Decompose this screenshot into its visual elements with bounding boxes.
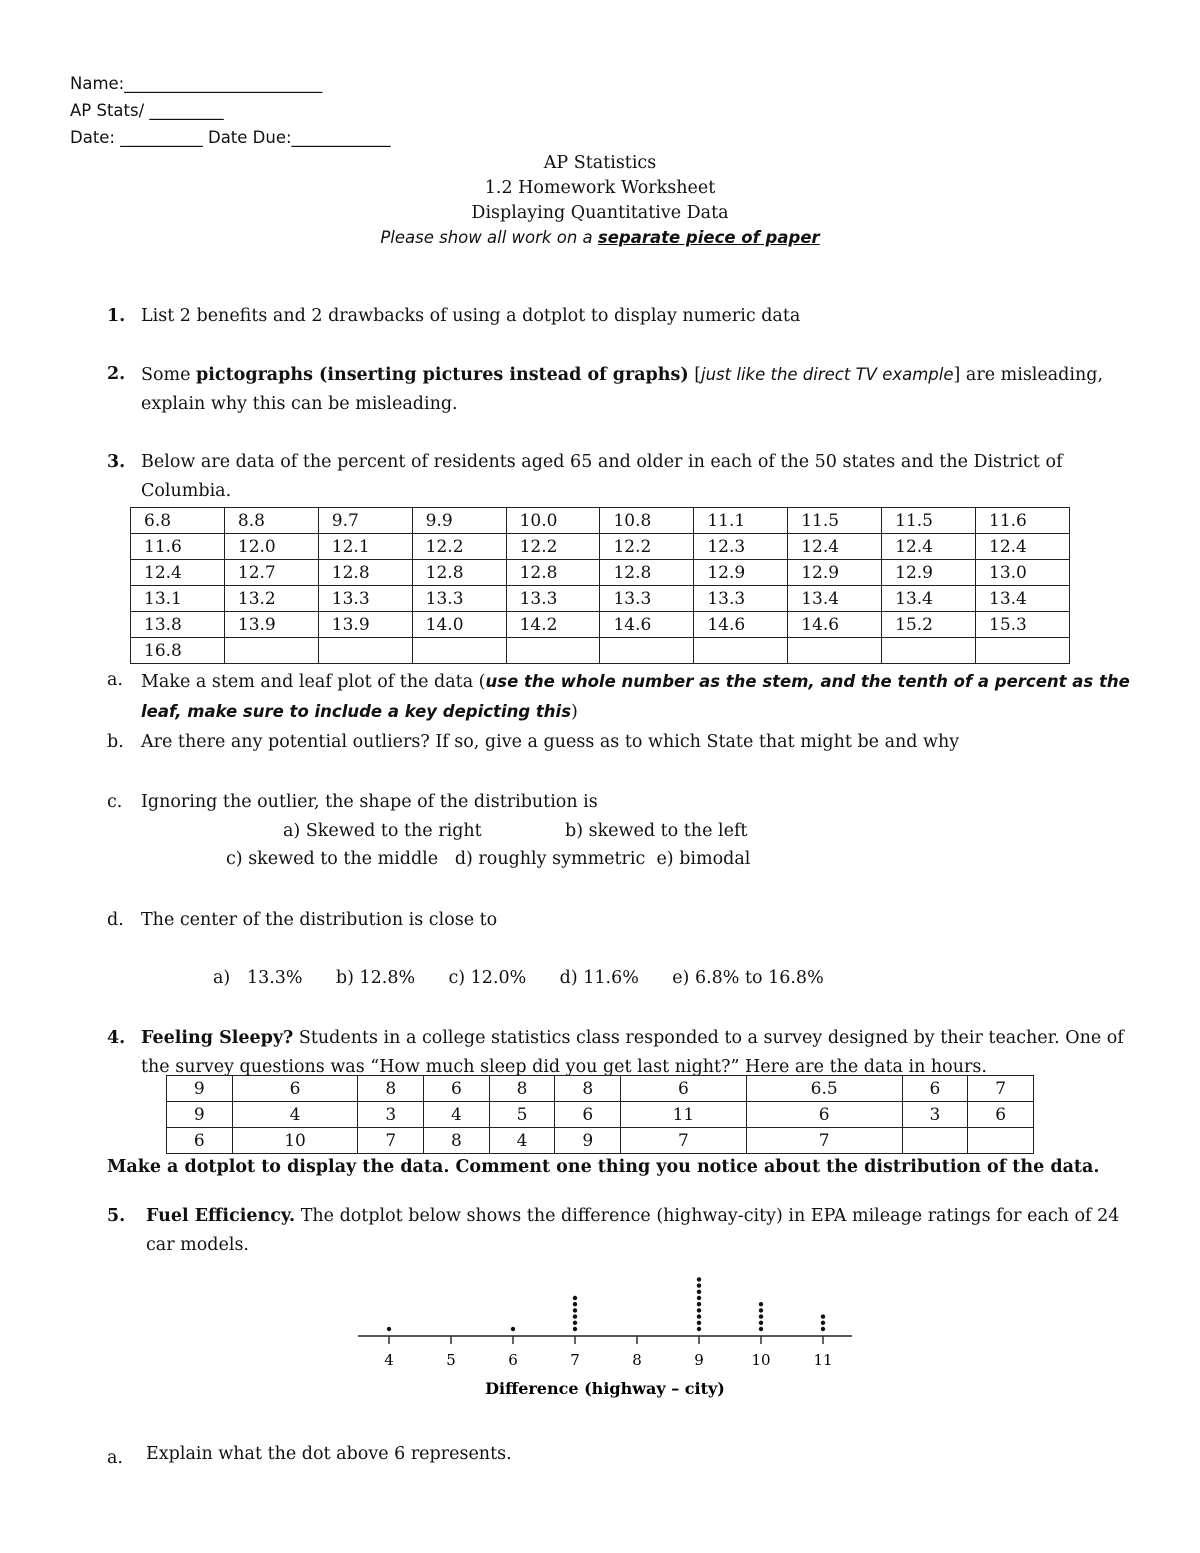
table-cell [600,638,694,664]
dot-mark [821,1314,825,1318]
table-cell: 8 [358,1076,424,1102]
q2-number: 2. [107,364,126,384]
x-tick-label: 6 [508,1351,518,1369]
work-note [0,228,1200,248]
table-cell: 8 [424,1128,490,1154]
table-cell: 12.4 [788,534,882,560]
elderly-percent-table [130,507,1070,664]
q3a-t1: Make a stem and leaf plot of the data ( [141,672,486,692]
q3c-label: c. [107,792,123,812]
table-cell: 12.8 [412,560,506,586]
table-cell: 12.2 [600,534,694,560]
dot-mark [697,1314,701,1318]
table-cell: 12.3 [694,534,788,560]
table-cell: 10 [232,1128,358,1154]
table-cell: 9 [555,1128,621,1154]
q3b-label: b. [107,732,124,752]
q3c-option-b: b) skewed to the left [565,821,748,841]
topic-title: Displaying Quantitative Data [471,203,729,223]
dot-mark [697,1290,701,1294]
table-cell: 13.9 [318,612,412,638]
x-tick-label: 4 [384,1351,394,1369]
x-tick-label: 8 [632,1351,642,1369]
q3b-text: Are there any potential outliers? If so, give a guess as to which State that might be and why [141,732,960,752]
table-cell: 9 [167,1076,233,1102]
dot-mark [759,1327,763,1331]
q3c-options-line2: c) skewed to the middle d) roughly symmetric e) bimodal [226,849,751,869]
q4-number: 4. [107,1028,126,1048]
q3a-bold-italic: use the whole number as the stem, and the tenth of a percent as the leaf, make sure to include a key depicting this [141,672,1130,721]
fuel-efficiency-dotplot [340,1250,870,1410]
table-cell: 16.8 [131,638,225,664]
table-cell: 6 [167,1128,233,1154]
dot-mark [821,1321,825,1325]
table-cell: 13.3 [412,586,506,612]
table-cell: 4 [232,1102,358,1128]
table-cell: 6.8 [131,508,225,534]
table-cell: 4 [489,1128,555,1154]
table-cell: 13.4 [882,586,976,612]
table-cell [788,638,882,664]
table-cell: 13.3 [318,586,412,612]
table-cell [506,638,600,664]
dot-mark [697,1308,701,1312]
table-cell: 14.6 [600,612,694,638]
table-cell: 12.9 [694,560,788,586]
q5-bold: Fuel Efficiency. [146,1206,296,1226]
table-cell: 6 [232,1076,358,1102]
x-axis-ticks [384,1336,832,1369]
q5-number: 5. [107,1206,126,1226]
table-row [131,638,1070,664]
table-cell: 13.3 [694,586,788,612]
table-cell: 7 [968,1076,1034,1102]
dot-mark [759,1302,763,1306]
q5a-text: Explain what the dot above 6 represents. [146,1444,512,1464]
q1-text: List 2 benefits and 2 drawbacks of using a dotplot to display numeric data [141,306,801,326]
table-cell: 6.5 [746,1076,902,1102]
dot-mark [573,1327,577,1331]
table-row [131,534,1070,560]
table-cell: 13.3 [600,586,694,612]
dot-mark [821,1327,825,1331]
table-row [131,586,1070,612]
dot-mark [511,1327,515,1331]
table-cell: 14.6 [694,612,788,638]
table-cell: 13.0 [976,560,1070,586]
table-cell: 13.4 [976,586,1070,612]
q3a-label: a. [107,670,123,690]
table-cell: 3 [902,1102,968,1128]
table-cell: 3 [358,1102,424,1128]
table-cell: 12.2 [412,534,506,560]
dot-mark [573,1314,577,1318]
table-row [131,508,1070,534]
q3a-text [141,667,1131,727]
table-cell: 12.9 [882,560,976,586]
table-cell: 5 [489,1102,555,1128]
table-row [167,1128,1034,1154]
table-cell: 11.5 [788,508,882,534]
q3d-text: The center of the distribution is close to [141,910,498,930]
q4-text [141,1024,1131,1082]
table-cell: 6 [555,1102,621,1128]
table-cell: 6 [746,1102,902,1128]
table-cell: 12.0 [224,534,318,560]
dot-mark [573,1302,577,1306]
table-cell [902,1128,968,1154]
dot-mark [573,1296,577,1300]
table-cell: 15.2 [882,612,976,638]
table-cell: 15.3 [976,612,1070,638]
date-field: Date: __________ Date Due:____________ [70,128,391,147]
q4-body: Students in a college statistics class responded to a survey designed by their teacher. One of the survey questions was “How much sleep did you get last night?” Here are the data in hours. [141,1028,1124,1077]
dot-mark [697,1277,701,1281]
table-cell: 11.5 [882,508,976,534]
table-cell: 6 [968,1102,1034,1128]
x-tick-label: 11 [813,1351,833,1369]
table-cell: 7 [358,1128,424,1154]
dot-mark [387,1327,391,1331]
table-cell: 12.1 [318,534,412,560]
table-cell: 12.9 [788,560,882,586]
table-cell [882,638,976,664]
table-cell: 9.7 [318,508,412,534]
table-cell: 8.8 [224,508,318,534]
table-cell: 9.9 [412,508,506,534]
table-row [167,1102,1034,1128]
q4-bold: Feeling Sleepy? [141,1028,294,1048]
worksheet-title: 1.2 Homework Worksheet [484,178,716,198]
q3a-t2: ) [571,702,578,722]
q1-number: 1. [107,306,126,326]
dot-mark [759,1308,763,1312]
table-cell: 8 [489,1076,555,1102]
x-tick-label: 5 [446,1351,456,1369]
q2-italic: just like the direct TV example [701,365,954,384]
q4-instruction: Make a dotplot to display the data. Comment one thing you notice about the distribution of the data. [107,1157,1100,1177]
table-cell: 6 [424,1076,490,1102]
table-cell: 6 [902,1076,968,1102]
table-cell: 13.1 [131,586,225,612]
table-cell [318,638,412,664]
sleep-hours-table [166,1075,1034,1154]
q3-number: 3. [107,452,126,472]
table-cell: 13.4 [788,586,882,612]
q5-body: The dotplot below shows the difference (highway-city) in EPA mileage ratings for each of 24 car models. [146,1206,1120,1255]
table-cell [968,1128,1034,1154]
table-cell: 13.2 [224,586,318,612]
table-cell: 12.2 [506,534,600,560]
q3c-text: Ignoring the outlier, the shape of the distribution is [141,792,598,812]
table-cell: 12.8 [318,560,412,586]
table-cell: 12.8 [506,560,600,586]
q2-bold: pictographs (inserting pictures instead of graphs) [196,365,689,385]
table-cell: 11.1 [694,508,788,534]
table-cell: 10.0 [506,508,600,534]
work-note-underlined: separate piece of paper [597,228,820,247]
dot-marks [387,1277,825,1331]
table-cell: 13.3 [506,586,600,612]
dot-mark [759,1314,763,1318]
table-cell: 11.6 [131,534,225,560]
q2-t3: ] are misleading, explain why this can be misleading. [141,365,1104,414]
q5a-label: a. [107,1448,123,1468]
q3d-options: a) 13.3% b) 12.8% c) 12.0% d) 11.6% e) 6.8% to 16.8% [213,968,824,988]
table-row [131,612,1070,638]
table-cell: 9 [167,1102,233,1128]
table-cell: 14.2 [506,612,600,638]
x-axis-label: Difference (highway – city) [485,1379,725,1398]
q2-text [141,360,1131,419]
table-cell: 13.8 [131,612,225,638]
table-cell [224,638,318,664]
table-cell: 14.0 [412,612,506,638]
q3-text: Below are data of the percent of residents aged 65 and older in each of the 50 states and the District of Columbia. [141,452,1063,501]
dot-mark [697,1283,701,1287]
dot-mark [697,1321,701,1325]
table-cell [412,638,506,664]
dot-mark [573,1321,577,1325]
dot-mark [697,1327,701,1331]
table-cell: 8 [555,1076,621,1102]
table-cell: 11.6 [976,508,1070,534]
table-cell: 12.4 [882,534,976,560]
dot-mark [697,1302,701,1306]
table-row [167,1076,1034,1102]
table-cell [976,638,1070,664]
dot-mark [573,1308,577,1312]
table-cell: 13.9 [224,612,318,638]
q2-t2: [ [688,365,702,385]
table-cell: 14.6 [788,612,882,638]
table-cell: 12.4 [131,560,225,586]
class-field: AP Stats/ _________ [70,101,224,120]
table-cell: 12.7 [224,560,318,586]
name-field: Name:________________________ [70,74,323,93]
table-cell: 12.4 [976,534,1070,560]
course-title: AP Statistics [543,153,657,173]
q2-t1: Some [141,365,197,385]
x-tick-label: 7 [570,1351,580,1369]
table-cell [694,638,788,664]
table-row [131,560,1070,586]
table-cell: 7 [746,1128,902,1154]
table-cell: 7 [621,1128,747,1154]
dot-mark [759,1321,763,1325]
table-cell: 4 [424,1102,490,1128]
x-tick-label: 10 [751,1351,771,1369]
table-cell: 10.8 [600,508,694,534]
q3d-label: d. [107,910,124,930]
dot-mark [697,1296,701,1300]
x-tick-label: 9 [694,1351,704,1369]
work-note-prefix: Please show all work on a [380,228,598,247]
table-cell: 11 [621,1102,747,1128]
table-cell: 6 [621,1076,747,1102]
table-cell: 12.8 [600,560,694,586]
q3c-option-a: a) Skewed to the right [283,821,482,841]
